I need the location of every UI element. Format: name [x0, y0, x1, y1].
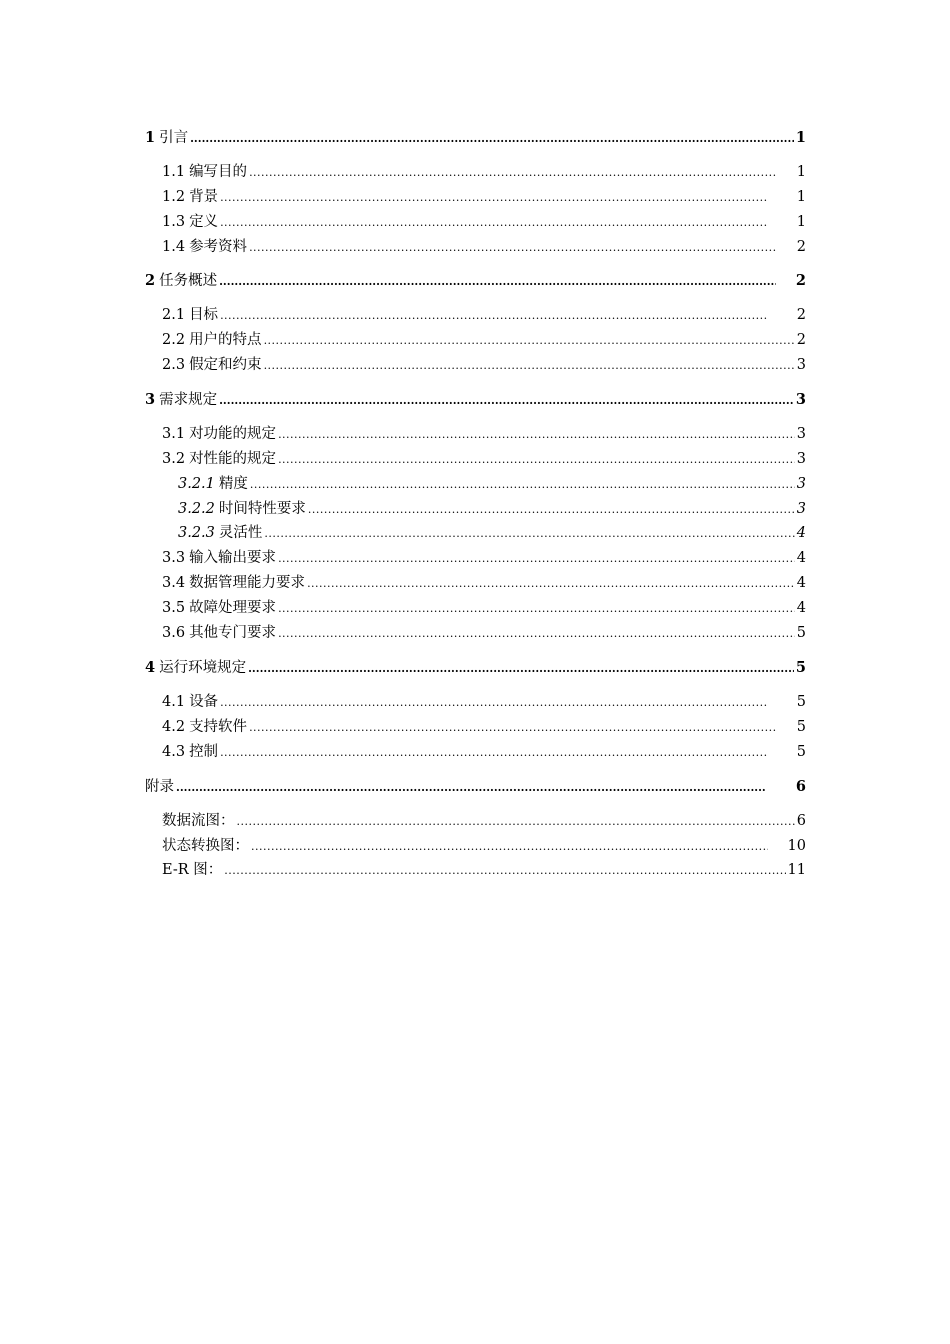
- toc-entry-number: 3.3: [162, 550, 186, 566]
- toc-entry-title: 时间特性要求: [218, 501, 306, 517]
- toc-entry[interactable]: [162, 693, 806, 712]
- toc-entry-number: 4.1: [162, 694, 186, 710]
- toc-entry[interactable]: [162, 238, 806, 257]
- toc-dot-leader: [190, 130, 794, 148]
- toc-entry-number: 4.3: [162, 744, 186, 760]
- toc-entry-number: 1.4: [162, 239, 186, 255]
- toc-entry-title: 用户的特点: [189, 332, 262, 348]
- toc-dot-leader: [220, 214, 767, 232]
- toc-entry-number: 1.2: [162, 189, 186, 205]
- toc-dot-leader: [264, 332, 795, 350]
- toc-dot-leader: [237, 813, 795, 831]
- toc-dot-leader: [278, 625, 795, 643]
- toc-dot-leader: [278, 426, 795, 444]
- toc-entry-title: 对功能的规定: [189, 426, 277, 442]
- toc-entry[interactable]: [162, 718, 806, 737]
- toc-dot-leader: [308, 501, 795, 519]
- toc-entry-title: 故障处理要求: [189, 600, 277, 616]
- toc-entry-number: 2.1: [162, 307, 186, 323]
- toc-entry-title: 需求规定: [159, 392, 218, 408]
- toc-entry-page-number: 5: [795, 659, 806, 676]
- toc-dot-leader: [220, 307, 767, 325]
- toc-entry-number: 3.5: [162, 600, 186, 616]
- toc-entry-page-number: 5: [796, 744, 806, 760]
- toc-dot-leader: [264, 357, 795, 375]
- toc-entry-page-number: 1: [796, 214, 806, 230]
- toc-entry-page-number: 10: [787, 838, 806, 854]
- toc-dot-leader: [307, 575, 795, 593]
- toc-dot-leader: [248, 660, 794, 678]
- toc-entry-title: 参考资料: [189, 239, 248, 255]
- toc-entry-page-number: 2: [796, 239, 806, 255]
- toc-entry[interactable]: [162, 356, 806, 375]
- toc-dot-leader: [220, 694, 767, 712]
- toc-entry-page-number: 3: [796, 426, 806, 442]
- toc-entry-page-number: 3: [796, 451, 806, 467]
- toc-entry-number: 3.2.2: [178, 501, 215, 517]
- toc-dot-leader: [220, 744, 767, 762]
- toc-entry-page-number: 5: [796, 694, 806, 710]
- toc-entry-title: E-R 图：: [162, 862, 223, 878]
- toc-entry-page-number: 2: [795, 272, 806, 289]
- toc-entry[interactable]: [162, 549, 806, 568]
- toc-entry-title: 目标: [189, 307, 219, 323]
- toc-entry-title: 输入输出要求: [189, 550, 277, 566]
- toc-entry[interactable]: [145, 659, 806, 678]
- toc-dot-leader: [249, 719, 777, 737]
- toc-entry[interactable]: [162, 213, 806, 232]
- toc-entry[interactable]: [162, 574, 806, 593]
- toc-entry[interactable]: [162, 624, 806, 643]
- toc-dot-leader: [278, 451, 795, 469]
- toc-entry[interactable]: [162, 331, 806, 350]
- toc-entry[interactable]: [145, 778, 806, 797]
- toc-entry-page-number: 4: [796, 575, 806, 591]
- toc-dot-leader: [278, 550, 795, 568]
- toc-entry-page-number: 3: [796, 357, 806, 373]
- toc-entry-number: 1.3: [162, 214, 186, 230]
- toc-entry[interactable]: [178, 475, 806, 494]
- toc-entry-title: 背景: [189, 189, 219, 205]
- toc-entry[interactable]: [162, 188, 806, 207]
- toc-entry[interactable]: [162, 812, 806, 831]
- toc-entry-page-number: 1: [796, 189, 806, 205]
- toc-entry-title: 运行环境规定: [159, 660, 247, 676]
- toc-entry-title: 引言: [159, 130, 189, 146]
- toc-entry-number: 4.2: [162, 719, 186, 735]
- toc-entry-page-number: 11: [787, 862, 806, 878]
- toc-dot-leader: [219, 273, 776, 291]
- toc-entry[interactable]: [162, 599, 806, 618]
- toc-entry-number: 2: [145, 272, 156, 289]
- toc-entry-title: 精度: [218, 476, 248, 492]
- toc-entry[interactable]: [162, 163, 806, 182]
- toc-dot-leader: [220, 189, 767, 207]
- toc-entry[interactable]: [162, 861, 806, 880]
- toc-entry-title: 对性能的规定: [189, 451, 277, 467]
- toc-entry[interactable]: [162, 450, 806, 469]
- toc-entry[interactable]: [162, 425, 806, 444]
- toc-dot-leader: [249, 164, 777, 182]
- toc-entry-title: 定义: [189, 214, 219, 230]
- toc-dot-leader: [250, 476, 795, 494]
- toc-entry-number: 2.3: [162, 357, 186, 373]
- toc-entry-number: 3.1: [162, 426, 186, 442]
- toc-dot-leader: [224, 862, 785, 880]
- toc-entry[interactable]: [162, 306, 806, 325]
- toc-entry-page-number: 5: [796, 625, 806, 641]
- toc-entry-page-number: 3: [796, 501, 806, 517]
- toc-entry-title: 灵活性: [218, 525, 263, 541]
- toc-entry-number: 3.6: [162, 625, 186, 641]
- toc-entry[interactable]: [162, 837, 806, 856]
- toc-entry-title: 附录: [145, 779, 174, 795]
- toc-entry-title: 假定和约束: [189, 357, 262, 373]
- toc-entry-title: 其他专门要求: [189, 625, 277, 641]
- toc-entry-page-number: 6: [795, 778, 806, 795]
- toc-entry-page-number: 4: [796, 525, 806, 541]
- toc-entry[interactable]: [178, 500, 806, 519]
- toc-entry-page-number: 2: [796, 307, 806, 323]
- toc-entry-title: 任务概述: [159, 273, 218, 289]
- toc-entry-page-number: 1: [796, 164, 806, 180]
- toc-entry[interactable]: [145, 272, 806, 291]
- toc-entry-title: 控制: [189, 744, 219, 760]
- toc-entry-number: 4: [145, 659, 156, 676]
- toc-entry-page-number: 5: [796, 719, 806, 735]
- toc-entry-number: 3: [145, 391, 156, 408]
- toc-dot-leader: [219, 392, 794, 410]
- toc-entry-page-number: 3: [796, 476, 806, 492]
- toc-dot-leader: [264, 525, 794, 543]
- toc-entry-number: 3.2.3: [178, 525, 215, 541]
- toc-entry-number: 2.2: [162, 332, 186, 348]
- toc-entry-title: 数据管理能力要求: [189, 575, 306, 591]
- toc-entry-title: 编写目的: [189, 164, 248, 180]
- toc-dot-leader: [278, 600, 795, 618]
- toc-entry-number: 1.1: [162, 164, 186, 180]
- toc-entry[interactable]: [178, 524, 806, 543]
- toc-dot-leader: [249, 239, 777, 257]
- toc-dot-leader: [251, 838, 768, 856]
- toc-dot-leader: [176, 779, 766, 797]
- toc-entry[interactable]: [145, 391, 806, 410]
- toc-entry-number: 3.4: [162, 575, 186, 591]
- toc-entry-page-number: 2: [796, 332, 806, 348]
- toc-entry-page-number: 1: [795, 129, 806, 146]
- toc-entry[interactable]: [162, 743, 806, 762]
- toc-entry-title: 支持软件: [189, 719, 248, 735]
- toc-entry-page-number: 4: [796, 600, 806, 616]
- toc-entry-number: 3.2: [162, 451, 186, 467]
- toc-entry-title: 数据流图：: [162, 813, 235, 829]
- toc-entry-page-number: 6: [796, 813, 806, 829]
- toc-entry-number: 3.2.1: [178, 476, 215, 492]
- toc-entry[interactable]: [145, 129, 806, 148]
- toc-entry-page-number: 3: [795, 391, 806, 408]
- toc-entry-title: 设备: [189, 694, 219, 710]
- toc-entry-number: 1: [145, 129, 156, 146]
- toc-entry-page-number: 4: [796, 550, 806, 566]
- toc-entry-title: 状态转换图：: [162, 838, 249, 854]
